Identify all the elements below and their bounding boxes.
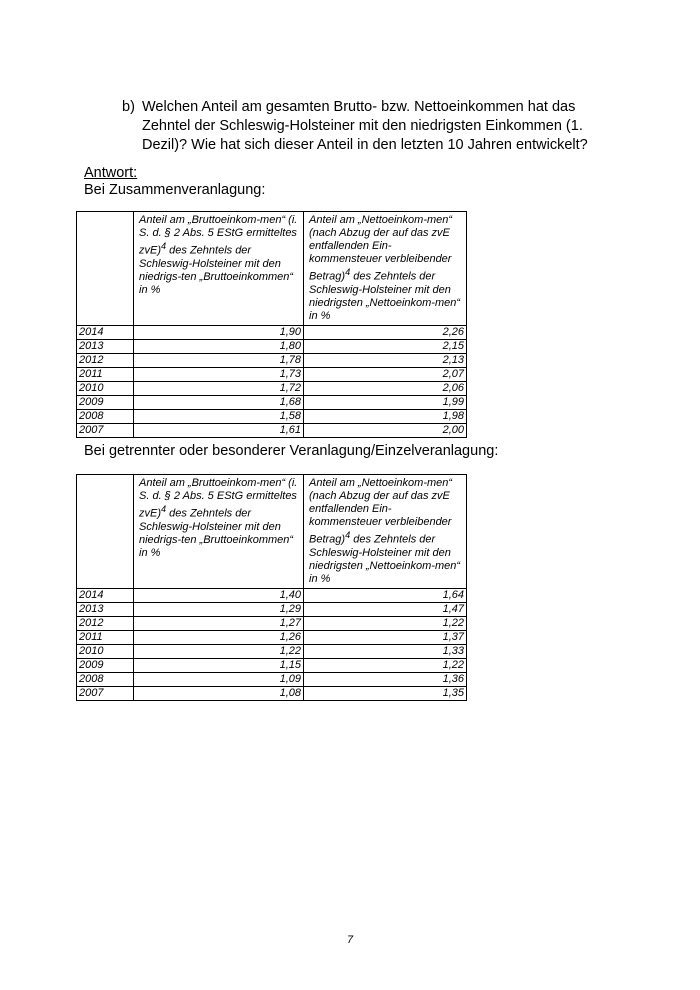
table-row	[77, 588, 467, 602]
brutto-cell: 1,09	[134, 672, 304, 686]
page-number: 7	[346, 934, 354, 946]
table-row	[77, 367, 467, 381]
brutto-cell: 1,72	[134, 381, 304, 395]
year-cell: 2010	[77, 381, 134, 395]
brutto-cell: 1,73	[134, 367, 304, 381]
table-row	[77, 672, 467, 686]
netto-cell: 2,13	[304, 353, 467, 367]
netto-cell: 1,37	[304, 630, 467, 644]
table-row	[77, 616, 467, 630]
netto-cell: 2,06	[304, 381, 467, 395]
netto-cell: 2,15	[304, 339, 467, 353]
answer-label: Antwort:	[84, 165, 138, 181]
netto-header: Anteil am „Nettoeinkom-men“ (nach Abzug der auf das zvE entfallenden Ein-kommensteuer verbleibender Betrag)$^4$ des Zehntels der Schleswig-Holsteiner mit den niedrigsten „Nettoeinkom-men“ in %	[304, 212, 467, 326]
year-cell: 2010	[77, 644, 134, 658]
netto-cell: 2,00	[304, 423, 467, 437]
year-cell: 2014	[77, 325, 134, 339]
table-row	[77, 686, 467, 700]
year-cell: 2013	[77, 602, 134, 616]
year-cell: 2011	[77, 367, 134, 381]
table-row	[77, 658, 467, 672]
year-cell: 2007	[77, 686, 134, 700]
netto-cell: 1,99	[304, 395, 467, 409]
table-row	[77, 409, 467, 423]
brutto-cell: 1,26	[134, 630, 304, 644]
year-cell: 2009	[77, 658, 134, 672]
table-row	[77, 339, 467, 353]
brutto-cell: 1,40	[134, 588, 304, 602]
table-joint-assessment	[76, 211, 467, 438]
netto-cell: 1,64	[304, 588, 467, 602]
brutto-cell: 1,78	[134, 353, 304, 367]
section-heading-joint: Bei Zusammenveranlagung:	[84, 182, 266, 198]
year-cell: 2013	[77, 339, 134, 353]
year-cell: 2014	[77, 588, 134, 602]
table-header-row	[77, 212, 467, 326]
brutto-cell: 1,80	[134, 339, 304, 353]
table-row	[77, 395, 467, 409]
year-cell: 2012	[77, 616, 134, 630]
table-row	[77, 423, 467, 437]
netto-cell: 1,22	[304, 658, 467, 672]
table-row	[77, 644, 467, 658]
year-cell: 2007	[77, 423, 134, 437]
brutto-header: Anteil am „Bruttoeinkom-men“ (i. S. d. § 2 Abs. 5 EStG ermitteltes zvE)$^4$ des Zehntels der Schleswig-Holsteiner mit den niedrigs-ten „Bruttoeinkommen“ in %	[134, 475, 304, 589]
netto-cell: 1,47	[304, 602, 467, 616]
netto-header: Anteil am „Nettoeinkom-men“ (nach Abzug der auf das zvE entfallenden Ein-kommensteuer verbleibender Betrag)$^4$ des Zehntels der Schleswig-Holsteiner mit den niedrigsten „Nettoeinkom-men“ in %	[304, 475, 467, 589]
year-cell: 2009	[77, 395, 134, 409]
netto-cell: 1,35	[304, 686, 467, 700]
brutto-cell: 1,68	[134, 395, 304, 409]
brutto-cell: 1,29	[134, 602, 304, 616]
brutto-cell: 1,27	[134, 616, 304, 630]
brutto-cell: 1,58	[134, 409, 304, 423]
netto-cell: 1,98	[304, 409, 467, 423]
question-text: Welchen Anteil am gesamten Brutto- bzw. Nettoeinkommen hat das Zehntel der Schleswig-Holsteiner mit den niedrigsten Einkommen (1. Dezil)? Wie hat sich dieser Anteil in den letzten 10 Jahren entwickelt?	[142, 99, 588, 153]
table-body	[77, 325, 467, 437]
netto-cell: 1,36	[304, 672, 467, 686]
brutto-header: Anteil am „Bruttoeinkom-men“ (i. S. d. § 2 Abs. 5 EStG ermitteltes zvE)$^4$ des Zehntels der Schleswig-Holsteiner mit den niedrigs-ten „Bruttoeinkommen“ in %	[134, 212, 304, 326]
netto-cell: 2,07	[304, 367, 467, 381]
table-row	[77, 602, 467, 616]
table-row	[77, 325, 467, 339]
table-separate-assessment	[76, 474, 467, 701]
table-row	[77, 353, 467, 367]
year-cell: 2011	[77, 630, 134, 644]
question-block	[122, 98, 592, 155]
brutto-cell: 1,22	[134, 644, 304, 658]
year-cell: 2008	[77, 672, 134, 686]
brutto-cell: 1,61	[134, 423, 304, 437]
table-header-row	[77, 475, 467, 589]
table-row	[77, 381, 467, 395]
table-body	[77, 588, 467, 700]
netto-cell: 2,26	[304, 325, 467, 339]
year-cell: 2008	[77, 409, 134, 423]
table-row	[77, 630, 467, 644]
netto-cell: 1,33	[304, 644, 467, 658]
netto-cell: 1,22	[304, 616, 467, 630]
year-header-cell	[77, 475, 134, 589]
brutto-cell: 1,90	[134, 325, 304, 339]
brutto-cell: 1,08	[134, 686, 304, 700]
year-header-cell	[77, 212, 134, 326]
section-heading-separate: Bei getrennter oder besonderer Veranlagung/Einzelveranlagung:	[84, 443, 499, 459]
brutto-cell: 1,15	[134, 658, 304, 672]
year-cell: 2012	[77, 353, 134, 367]
question-label: b)	[122, 99, 135, 115]
